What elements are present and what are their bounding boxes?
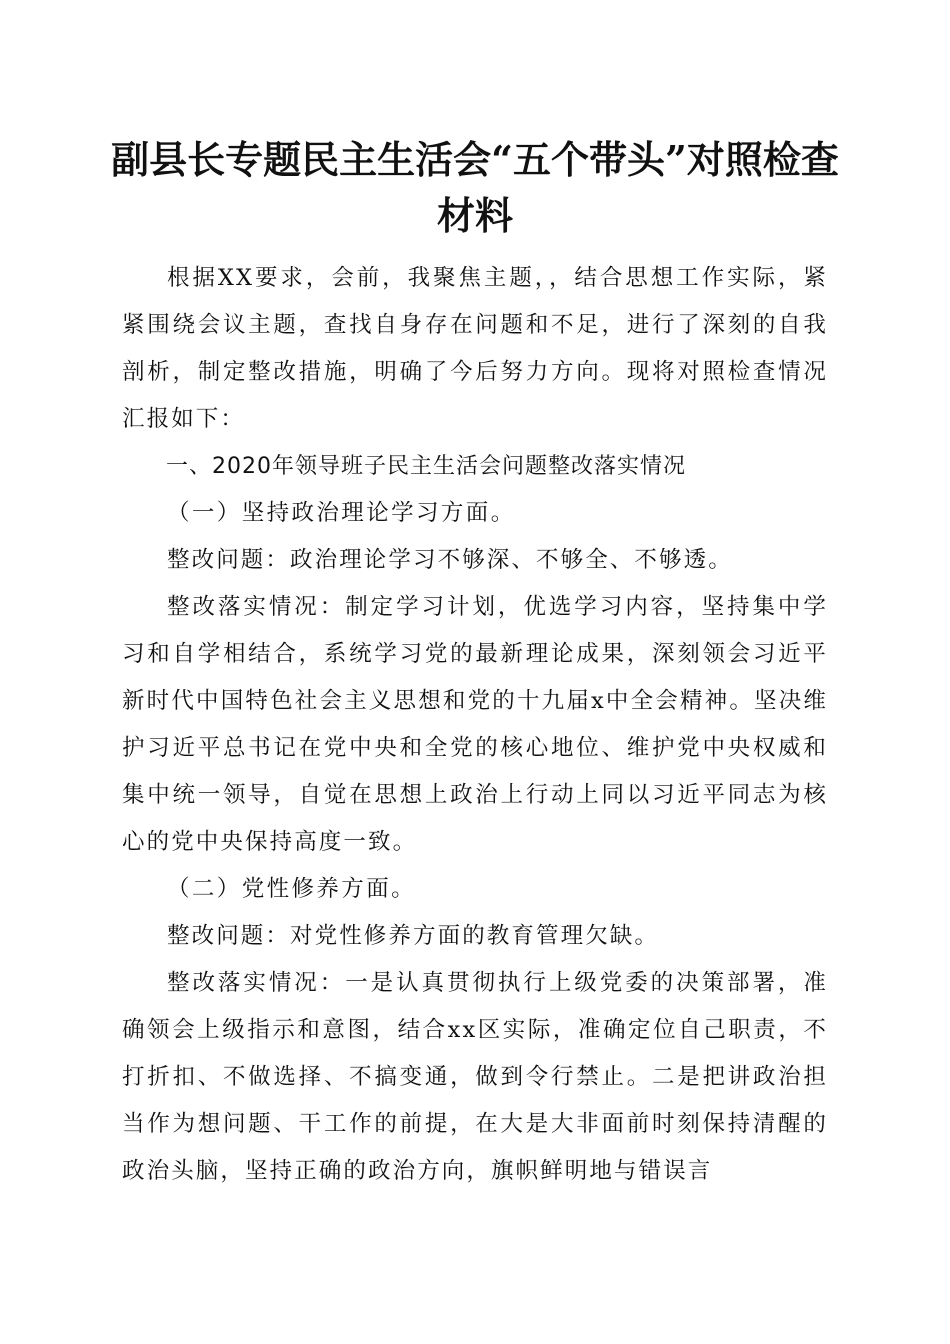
subsection-heading-1: （一）坚持政治理论学习方面。	[167, 500, 516, 526]
rectification-issue-2: 整改问题：对党性修养方面的教育管理欠缺。	[167, 923, 660, 949]
rectification-issue-1: 整改问题：政治理论学习不够深、不够全、不够透。	[167, 547, 733, 573]
section-heading-1: 一、2020年领导班子民主生活会问题整改落实情况	[166, 454, 686, 479]
document-title	[100, 132, 850, 244]
title-line-1: 副县长专题民主生活会“五个带头”对照检查	[111, 137, 839, 182]
document-body	[122, 255, 828, 1195]
title-line-2: 材料	[436, 193, 513, 238]
rectification-status-2: 整改落实情况：一是认真贯彻执行上级党委的决策部署，准确领会上级指示和意图，结合xx区实际，准确定位自己职责，不打折扣、不做选择、不搞变通，做到令行禁止。二是把讲政治担当作为想问题、干工作的前提，在大是大非面前时刻保持清醒的政治头脑，坚持正确的政治方向，旗帜鲜明地与错误言	[122, 970, 828, 1184]
subsection-heading-2: （二）党性修养方面。	[167, 876, 417, 902]
intro-paragraph: 根据XX要求，会前，我聚焦主题，，结合思想工作实际，紧紧围绕会议主题，查找自身存在问题和不足，进行了深刻的自我剖析，制定整改措施，明确了今后努力方向。现将对照检查情况汇报如下：	[122, 265, 828, 432]
rectification-status-1: 整改落实情况：制定学习计划，优选学习内容，坚持集中学习和自学相结合，系统学习党的最新理论成果，深刻领会习近平新时代中国特色社会主义思想和党的十九届x中全会精神。坚决维护习近平总书记在党中央和全党的核心地位、维护党中央权威和集中统一领导，自觉在思想上政治上行动上同以习近平同志为核心的党中央保持高度一致。	[122, 594, 828, 855]
